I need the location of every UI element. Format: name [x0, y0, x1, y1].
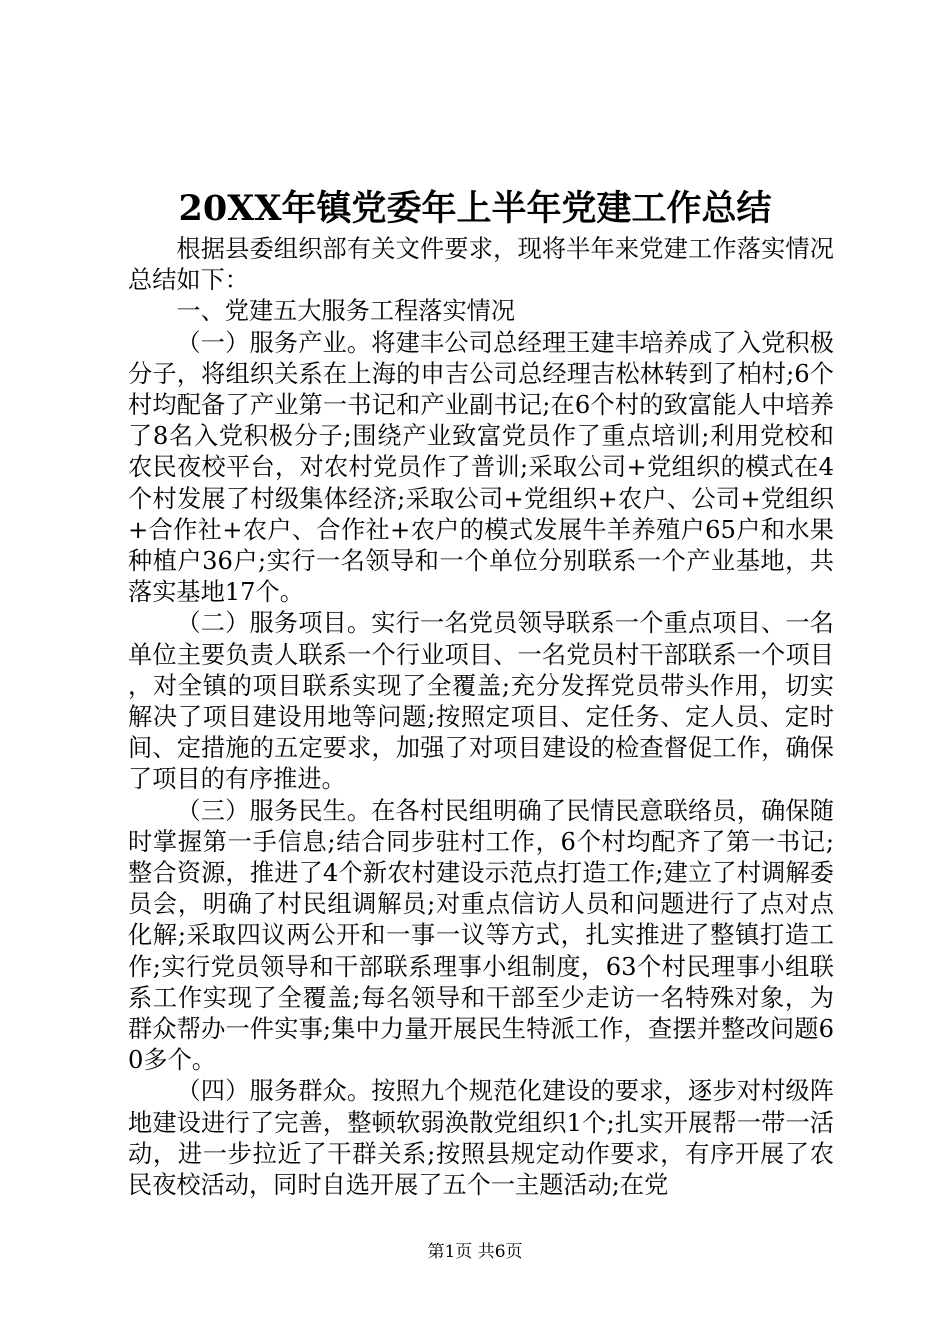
document-title: 20XX年镇党委年上半年党建工作总结 [178, 188, 772, 229]
paragraph-service-masses: （四）服务群众。按照九个规范化建设的要求，逐步对村级阵地建设进行了完善，整顿软弱涣散党组织1个;扎实开展帮一带一活动，进一步拉近了干群关系;按照县规定动作要求，有序开展了农民夜校活动，同时自选开展了五个一主题活动;在党 [128, 1077, 834, 1200]
page-number-footer: 第1页 共6页 [427, 1242, 523, 1262]
paragraph-intro: 根据县委组织部有关文件要求，现将半年来党建工作落实情况总结如下： [128, 235, 834, 295]
paragraph-service-livelihood: （三）服务民生。在各村民组明确了民情民意联络员，确保随时掌握第一手信息;结合同步驻村工作，6个村均配齐了第一书记;整合资源，推进了4个新农村建设示范点打造工作;建立了村调解委员会，明确了村民组调解员;对重点信访人员和问题进行了点对点化解;采取四议两公开和一事一议等方式，扎实推进了整镇打造工作;实行党员领导和干部联系理事小组制度，63个村民理事小组联系工作实现了全覆盖;每名领导和干部至少走访一名特殊对象，为群众帮办一件实事;集中力量开展民生特派工作，查摆并整改问题60多个。 [128, 796, 834, 1075]
document-body [128, 234, 834, 1201]
section-heading: 一、党建五大服务工程落实情况 [176, 297, 516, 326]
paragraph-service-industry: （一）服务产业。将建丰公司总经理王建丰培养成了入党积极分子，将组织关系在上海的申吉公司总经理吉松林转到了柏村;6个村均配备了产业第一书记和产业副书记;在6个村的致富能人中培养了8名入党积极分子;围绕产业致富党员作了重点培训;利用党校和农民夜校平台，对农村党员作了普训;采取公司+党组织的模式在4个村发展了村级集体经济;采取公司+党组织+农户、公司+党组织+合作社+农户、合作社+农户的模式发展牛羊养殖户65户和水果种植户36户;实行一名领导和一个单位分别联系一个产业基地，共落实基地17个。 [128, 328, 834, 607]
paragraph-service-projects: （二）服务项目。实行一名党员领导联系一个重点项目、一名单位主要负责人联系一个行业项目、一名党员村干部联系一个项目，对全镇的项目联系实现了全覆盖;充分发挥党员带头作用，切实解决了项目建设用地等问题;按照定项目、定任务、定人员、定时间、定措施的五定要求，加强了对项目建设的检查督促工作，确保了项目的有序推进。 [128, 609, 834, 794]
